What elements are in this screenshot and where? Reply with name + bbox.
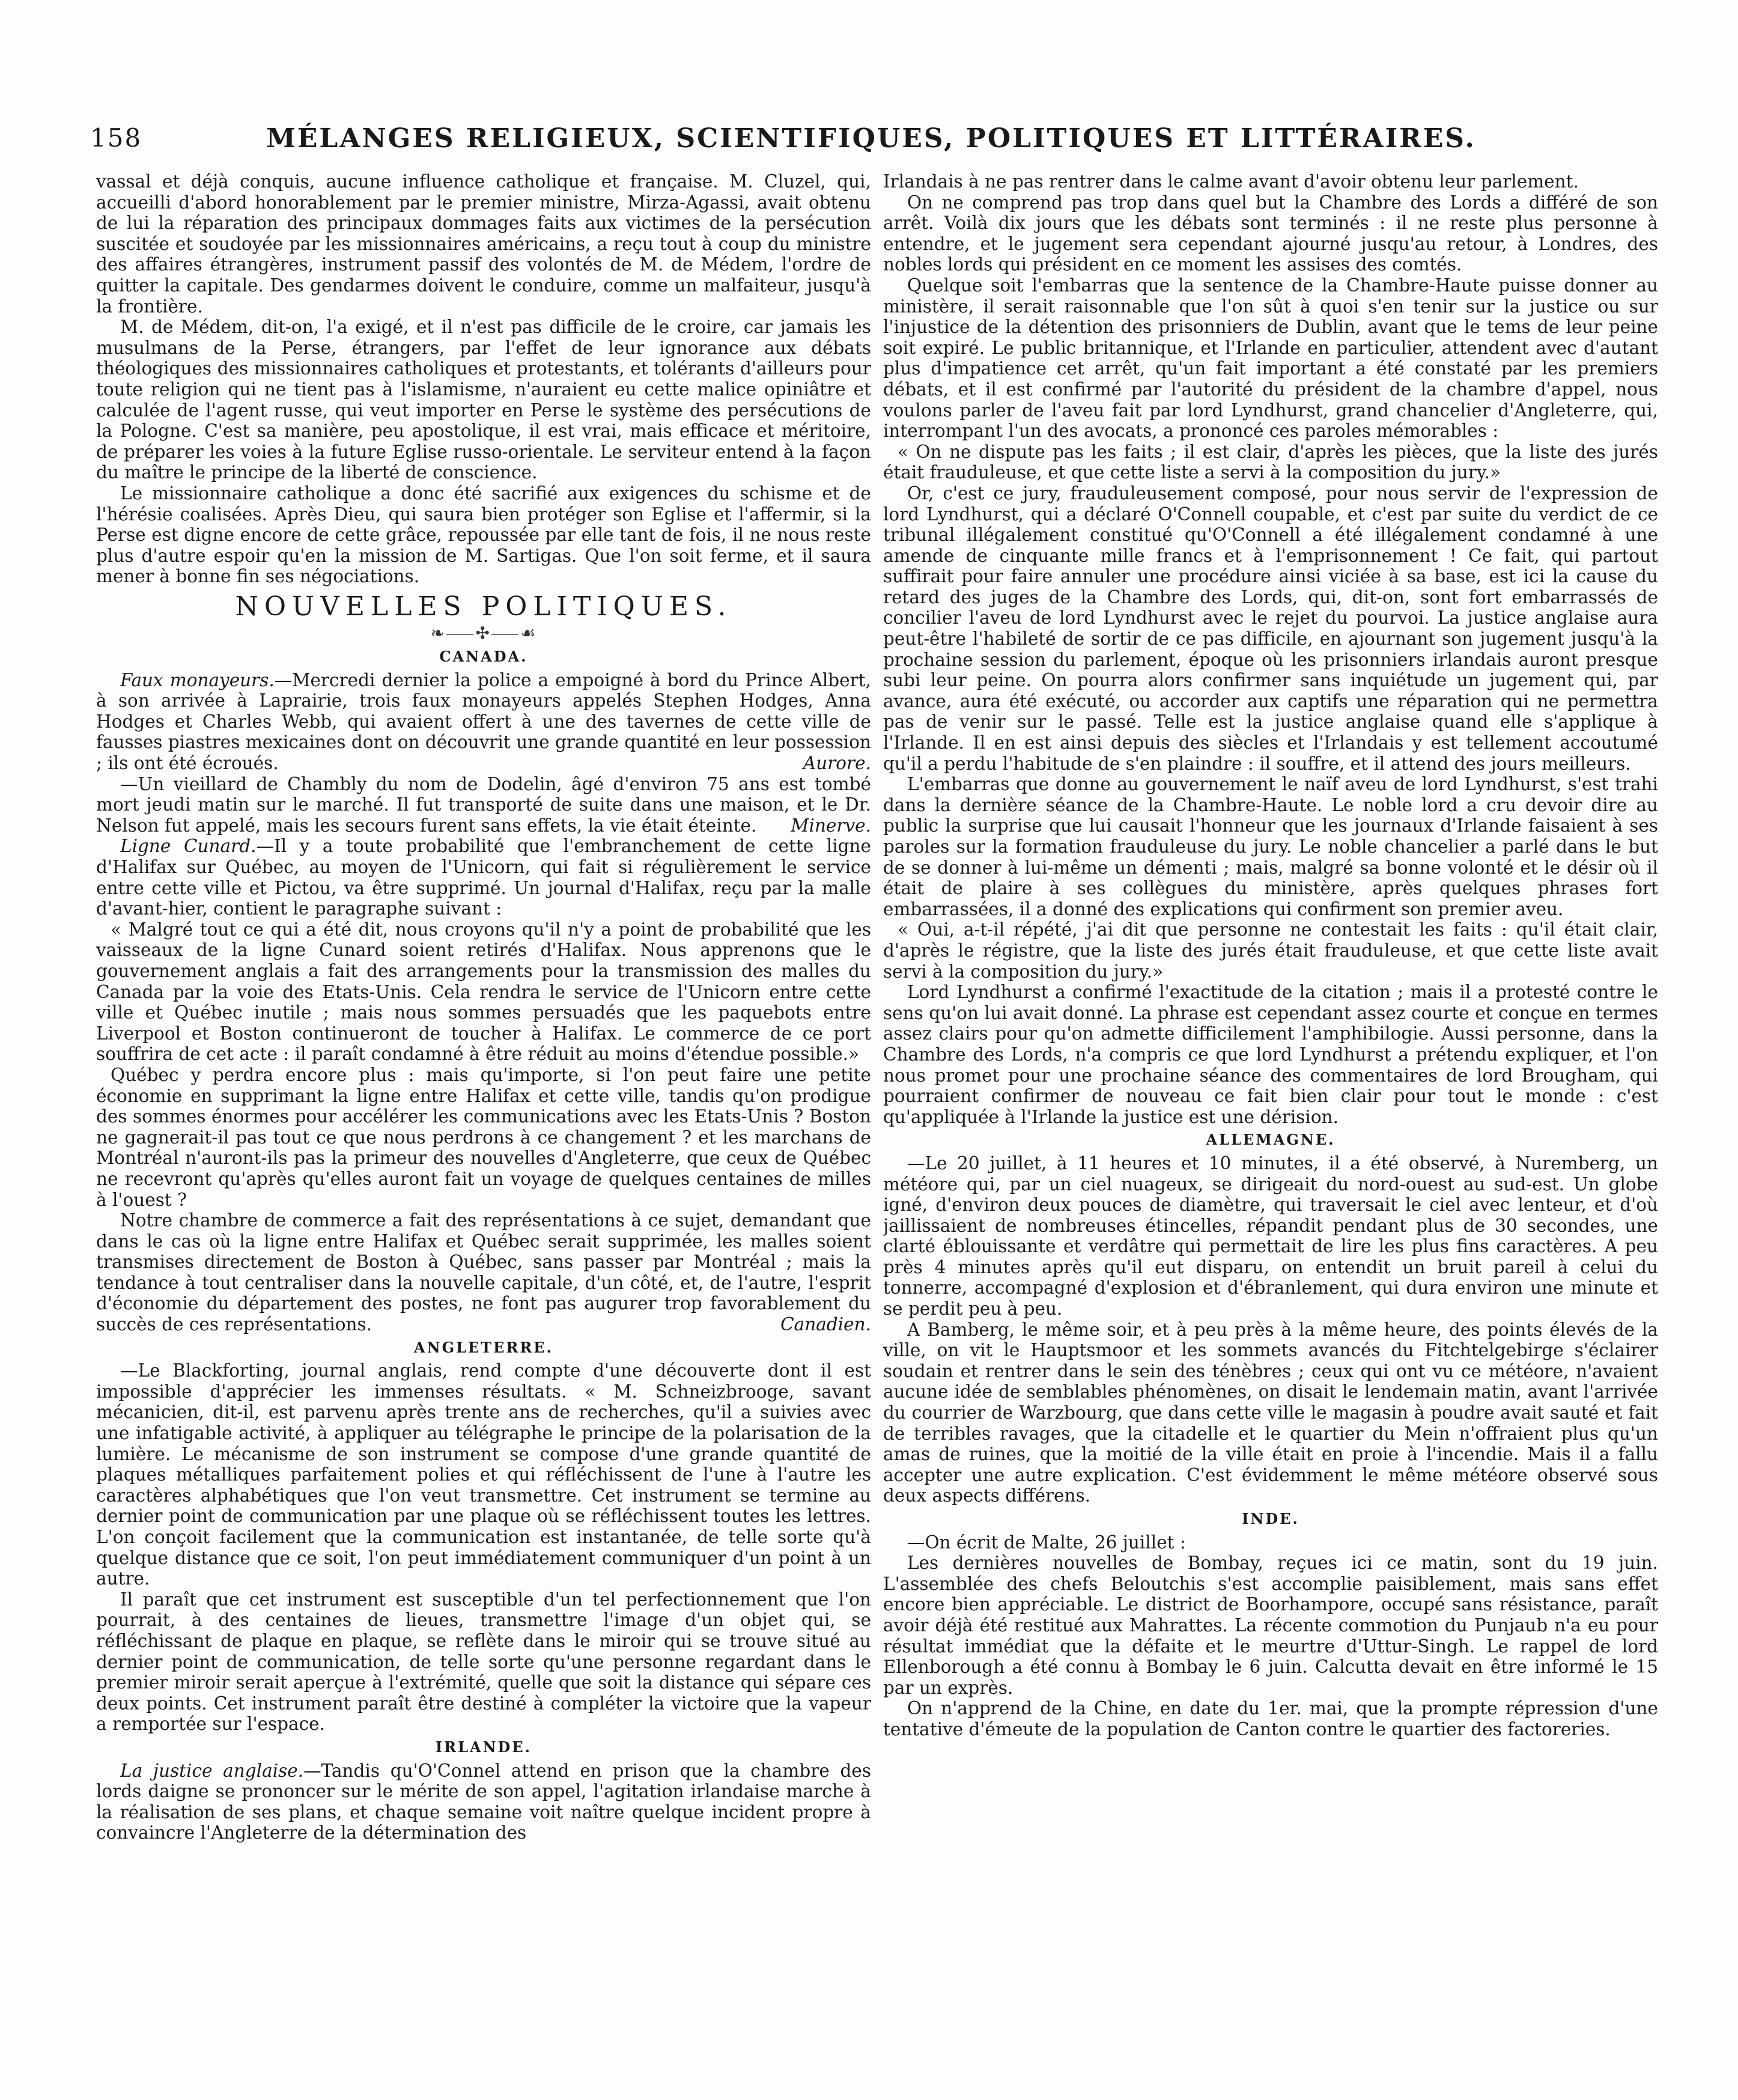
article-paragraph: Irlandais à ne pas rentrer dans le calme avant d'avoir obtenu leur parlement. — [883, 171, 1579, 192]
news-item — [96, 670, 871, 774]
canada-heading: CANADA. — [439, 648, 528, 666]
news-item: —Le 20 juillet, à 11 heures et 10 minutes, il a été observé, à Nuremberg, un météore qui, par un ciel nuageux, se dirigeait du nord-ouest au sud-est. Un globe igné, d'environ deux pouces de diamètre, qui traversait le ciel avec lenteur, et d'où jaillissaient de nombreuses étincelles, répandit pendant plus de 30 secondes, une clarté éblouissante et verdâtre qui permettait de lire les plus fins caractères. A peu près 4 minutes après qu'il eut disparu, on entendit un bruit pareil à celui du tonnerre, accompagné d'explosion et d'ébranlement, qui dura environ une minute et se perdit peu à peu. — [883, 1152, 1658, 1319]
article-paragraph: Les dernières nouvelles de Bombay, reçues ici ce matin, sont du 19 juin. L'assemblée des chefs Beloutchis s'est accomplie paisiblement, mais sans effet encore bien appréciable. Le district de Boorhampore, occupé sans résistance, paraît avoir déjà été restitué aux Mahrattes. La récente commotion du Punjaub n'a eu pour résultat immédiat que la défaite et le meurtre d'Uttur-Singh. Le rappel de lord Ellenborough a été connu à Bombay le 6 juin. Calcutta devait en être informé le 15 par un exprès. — [883, 1553, 1658, 1698]
news-item — [96, 774, 871, 836]
item-source: Minerve. — [791, 815, 871, 836]
article-paragraph: On ne comprend pas trop dans quel but la Chambre des Lords a différé de son arrêt. Voilà dix jours que les débats sont terminés : il ne reste plus personne à entendre, et le jugement sera cependant ajourné jusqu'au retour, à Londres, des nobles lords qui président en ce moment les assises des comtés. — [883, 192, 1658, 275]
left-column — [96, 171, 871, 2070]
item-text: —Mercredi dernier la police a empoigné à bord du Prince Albert, à son arrivée à Laprairie, trois faux monayeurs appelés Stephen Hodges, Anna Hodges et Charles Webb, qui avaient offert à une des tavernes de cette ville de fausses piastres mexicaines dont on découvrit une grande quantité en leur possession ; ils ont été écroués. — [96, 669, 871, 774]
quoted-paragraph: « Malgré tout ce qui a été dit, nous croyons qu'il n'y a point de probabilité que les vaisseaux de la ligne Cunard soient retirés d'Halifax. Nous apprenons que le gouvernement anglais a fait des arrangements pour la transmission des malles du Canada par la voie des Etats-Unis. Cela rendra le service de l'Unicorn entre cette ville et Québec inutile ; mais nous sommes persuadés que les paquebots entre Liverpool et Boston continueront de toucher à Halifax. Le commerce de ce port souffrira de cet acte : il paraît condamné à être réduit au moins d'étendue possible.» — [96, 919, 871, 1065]
news-item: —Le Blackforting, journal anglais, rend compte d'une découverte dont il est impossible d'apprécier les immenses résultats. « M. Schneizbrooge, savant mécanicien, dit-il, est parvenu après trente ans de recherches, qu'il a suivies avec une infatigable activité, à appliquer au télégraphe le principe de la polarisation de la lumière. Le mécanisme de son instrument se compose d'une grande quantité de plaques métalliques parfaitement polies et qui réfléchissent de l'une à l'autre les caractères alphabétiques que l'on veut transmettre. Cet instrument se termine au dernier point de communication par une plaque où se réfléchissent toutes les lettres. L'on conçoit facilement que la communication est instantanée, de telle sorte qu'à quelque distance que ce soit, l'on peut immédiatement communiquer d'un point à un autre. — [96, 1360, 871, 1589]
article-paragraph: Québec y perdra encore plus : mais qu'importe, si l'on peut faire une petite économie en supprimant la ligne entre Halifax et cette ville, tandis qu'on prodigue des sommes énormes pour accélérer les communications avec les Etats-Unis ? Boston ne gagnerait-il pas tout ce que nous perdrons à ce changement ? et les marchans de Montréal n'auront-ils pas la primeur des nouvelles d'Angleterre, que ceux de Québec ne recevront qu'après qu'elles auront fait un voyage de quelques centaines de milles à l'ouest ? — [96, 1064, 871, 1210]
section-title: NOUVELLES POLITIQUES. — [235, 591, 732, 622]
article-paragraph: L'embarras que donne au gouvernement le naïf aveu de lord Lyndhurst, s'est trahi dans la dernière séance de la Chambre-Haute. Le noble lord a cru devoir dire au public la surprise que lui causait l'honneur que les journaux d'Irlande faisaient à ses paroles sur la formation frauduleuse du jury. Le noble chancelier a parlé dans le but de se donner à lui-même un démenti ; mais, malgré sa bonne volonté et le désir où il était de plaire à ses collègues du ministère, après quelques phrases fort embarrassées, il a donné des explications qui confirment son premier aveu. — [883, 774, 1658, 919]
item-source: Canadien. — [780, 1314, 871, 1335]
item-source: Aurore. — [803, 753, 871, 774]
item-text: Notre chambre de commerce a fait des représentations à ce sujet, demandant que dans le cas où la ligne entre Halifax et Québec serait supprimée, les malles soient transmises directement de Boston à Québec, sans passer par Montréal ; mais la tendance à tout centraliser dans la nouvelle capitale, d'un côté, et, de l'autre, l'esprit d'économie du département des postes, ne font pas augurer trop favorablement du succès de ces représentations. — [96, 1210, 871, 1335]
article-paragraph: On n'apprend de la Chine, en date du 1er. mai, que la prompte répression d'une tentative d'émeute de la population de Canton contre le quartier des factoreries. — [883, 1698, 1658, 1739]
page-number: 158 — [90, 123, 142, 153]
ornament-divider: ❧⸺✣⸺☙ — [430, 623, 537, 644]
allemagne-heading: ALLEMAGNE. — [1206, 1131, 1335, 1149]
article-paragraph: Lord Lyndhurst a confirmé l'exactitude de la citation ; mais il a protesté contre le sens qu'on lui avait donné. La phrase est cependant assez courte et conçue en termes assez clairs pour qu'on admette difficilement l'amphibilogie. Aussi personne, dans la Chambre des Lords, n'a compris ce que lord Lyndhurst a prétendu expliquer, et l'on nous promet pour une prochaine séance des commentaires de lord Brougham, qui pourraient confirmer de nouveau ce fait bien clair pour tout le monde : c'est qu'appliquée à l'Irlande la justice est une dérision. — [883, 982, 1658, 1127]
article-paragraph: M. de Médem, dit-on, l'a exigé, et il n'est pas difficile de le croire, car jamais les musulmans de la Perse, étrangers, par l'effet de leur ignorance aux débats théologiques des missionnaires catholiques et protestants, et tolérants d'ailleurs pour toute religion qui ne tient pas à l'islamisme, n'auraient eu cette malice opiniâtre et calculée de l'agent russe, qui veut importer en Perse le système des persécutions de la Pologne. C'est sa manière, peu apostolique, il est vrai, mais efficace et méritoire, de préparer les voies à la future Eglise russo-orientale. Le serviteur entend à la façon du maître le principe de la liberté de conscience. — [96, 317, 871, 483]
item-lead: La justice anglaise. — [120, 1760, 304, 1781]
item-text: —Tandis qu'O'Connel attend en prison que la chambre des lords daigne se prononcer sur le mérite de son appel, l'agitation irlandaise marche à la réalisation de ses plans, et chaque semaine voit naître quelque incident propre à convaincre l'Angleterre de la détermination des — [96, 1760, 871, 1843]
article-paragraph: Quelque soit l'embarras que la sentence de la Chambre-Haute puisse donner au ministère, il serait raisonnable que l'on sût à quoi s'en tenir sur la justice ou sur l'injustice de la détention des prisonniers de Dublin, avant que le tems de leur peine soit expiré. Le public britannique, et l'Irlande en particulier, attendent avec d'autant plus d'impatience cet arrêt, qu'un fait important a été constaté par les premiers débats, et il est confirmé par l'autorité du président de la chambre d'appel, nous voulons parler de l'aveu fait par lord Lyndhurst, grand chancelier d'Angleterre, qui, interrompant l'un des avocats, a prononcé ces paroles mémorables : — [883, 275, 1658, 442]
right-column — [883, 171, 1658, 2070]
article-paragraph: vassal et déjà conquis, aucune influence catholique et française. M. Cluzel, qui, accueilli d'abord honorablement par le premier ministre, Mirza-Agassi, avait obtenu de lui la réparation des principaux dommages faits aux victimes de la persécution suscitée et soudoyée par les missionnaires américains, a reçu tout à coup du ministre des affaires étrangères, instrument passif des volontés de M. de Médem, l'ordre de quitter la capitale. Des gendarmes doivent le conduire, comme un malfaiteur, jusqu'à la frontière. — [96, 171, 871, 317]
article-paragraph: Le missionnaire catholique a donc été sacrifié aux exigences du schisme et de l'hérésie coalisées. Après Dieu, qui saura bien protéger son Eglise et l'affermir, si la Perse est digne encore de cette grâce, repoussée par elle tant de fois, il ne nous reste plus d'autre espoir qu'en la mission de M. Sartigas. Que l'on soit ferme, et il saura mener à bonne fin ses négociations. — [96, 482, 871, 587]
news-item — [96, 1210, 871, 1335]
irlande-heading: IRLANDE. — [435, 1738, 532, 1756]
article-paragraph: Il paraît que cet instrument est susceptible d'un tel perfectionnement que l'on pourrait, à des centaines de lieues, transmettre l'image d'un objet qui, se réfléchissant de plaque en plaque, se reflète dans le miroir qui se trouve situé au dernier point de communication, de telle sorte qu'une personne regardant dans le premier miroir serait aperçue à l'extrémité, quelle que soit la distance qui sépare ces deux points. Cet instrument paraît être destiné à compléter la victoire que la vapeur a remportée sur l'espace. — [96, 1589, 871, 1735]
news-item — [96, 1761, 871, 1843]
journal-title: MÉLANGES RELIGIEUX, SCIENTIFIQUES, POLITIQUES ET LITTÉRAIRES. — [266, 123, 1476, 154]
article-paragraph: A Bamberg, le même soir, et à peu près à la même heure, des points élevés de la ville, on vit le Hauptsmoor et les sommets avancés du Fitchtelgebirge s'éclairer soudain et rentrer dans le sein des ténèbres ; ceux qui ont vu ce météore, n'avaient aucune idée de semblables phénomènes, on disait le lendemain matin, avant l'arrivée du courrier de Warzbourg, que dans cette ville le magasin à poudre avait sauté et fait de terribles ravages, que la citadelle et le quartier du Mein n'offraient plus qu'un amas de ruines, que la moitié de la ville était en proie à l'incendie. Mais il a fallu accepter une autre explication. C'est évidemment le même météore observé sous deux aspects différens. — [883, 1319, 1658, 1506]
running-head — [90, 123, 1652, 165]
item-lead: Faux monayeurs. — [120, 669, 275, 690]
inde-heading: INDE. — [1242, 1510, 1299, 1527]
quoted-paragraph: « Oui, a-t-il répété, j'ai dit que personne ne contestait les faits : qu'il était clair, d'après le régistre, que la liste des jurés était frauduleuse, et que cette liste avait servi à la composition du jury.» — [883, 919, 1658, 982]
item-text: —Un vieillard de Chambly du nom de Dodelin, âgé d'environ 75 ans est tombé mort jeudi matin sur le marché. Il fut transporté de suite dans une maison, et le Dr. Nelson fut appelé, mais les secours furent sans effets, la vie était éteinte. — [96, 773, 871, 836]
article-paragraph: Or, c'est ce jury, frauduleusement composé, pour nous servir de l'expression de lord Lyndhurst, qui a déclaré O'Connell coupable, et c'est par suite du verdict de ce tribunal illégalement constitué qu'O'Connell a été illégalement condamné à une amende de cinquante mille francs et à l'emprisonnement ! Ce fait, qui partout suffirait pour faire annuler une procédure ainsi viciée à sa base, est ici la cause du retard des juges de la Chambre des Lords, qui, dit-on, sont fort embarrassés de concilier l'aveu de lord Lyndhurst avec le rejet du pourvoi. La justice anglaise aura peut-être l'habileté de sortir de ce pas difficile, en ajournant son jugement jusqu'à la prochaine session du parlement, époque où les prisonniers irlandais auront presque subi leur peine. On pourra alors confirmer sans inquiétude un jugement qui, par avance, aura été exécuté, ou accorder aux captifs une réparation qui ne permettra pas de venir sur le passé. Telle est la justice anglaise quand elle s'applique à l'Irlande. Il en est ainsi depuis des siècles et l'Irlandais y est tellement accoutumé qu'il a perdu l'habitude de s'en plaindre : il souffre, et il attend des jours meilleurs. — [883, 482, 1658, 774]
item-lead: Ligne Cunard. — [120, 836, 257, 857]
news-item — [96, 836, 871, 919]
angleterre-heading: ANGLETERRE. — [414, 1338, 553, 1356]
quoted-paragraph: « On ne dispute pas les faits ; il est clair, d'après les pièces, que la liste des jurés était frauduleuse, et que cette liste a servi à la composition du jury.» — [883, 441, 1658, 483]
item-text: —Il y a toute probabilité que l'embranchement de cette ligne d'Halifax sur Québec, au moyen de l'Unicorn, qui fait si régulièrement le service entre cette ville et Pictou, va être supprimé. Un journal d'Halifax, reçu par la malle d'avant-hier, contient le paragraphe suivant : — [96, 836, 871, 919]
news-item: —On écrit de Malte, 26 juillet : — [907, 1532, 1186, 1553]
